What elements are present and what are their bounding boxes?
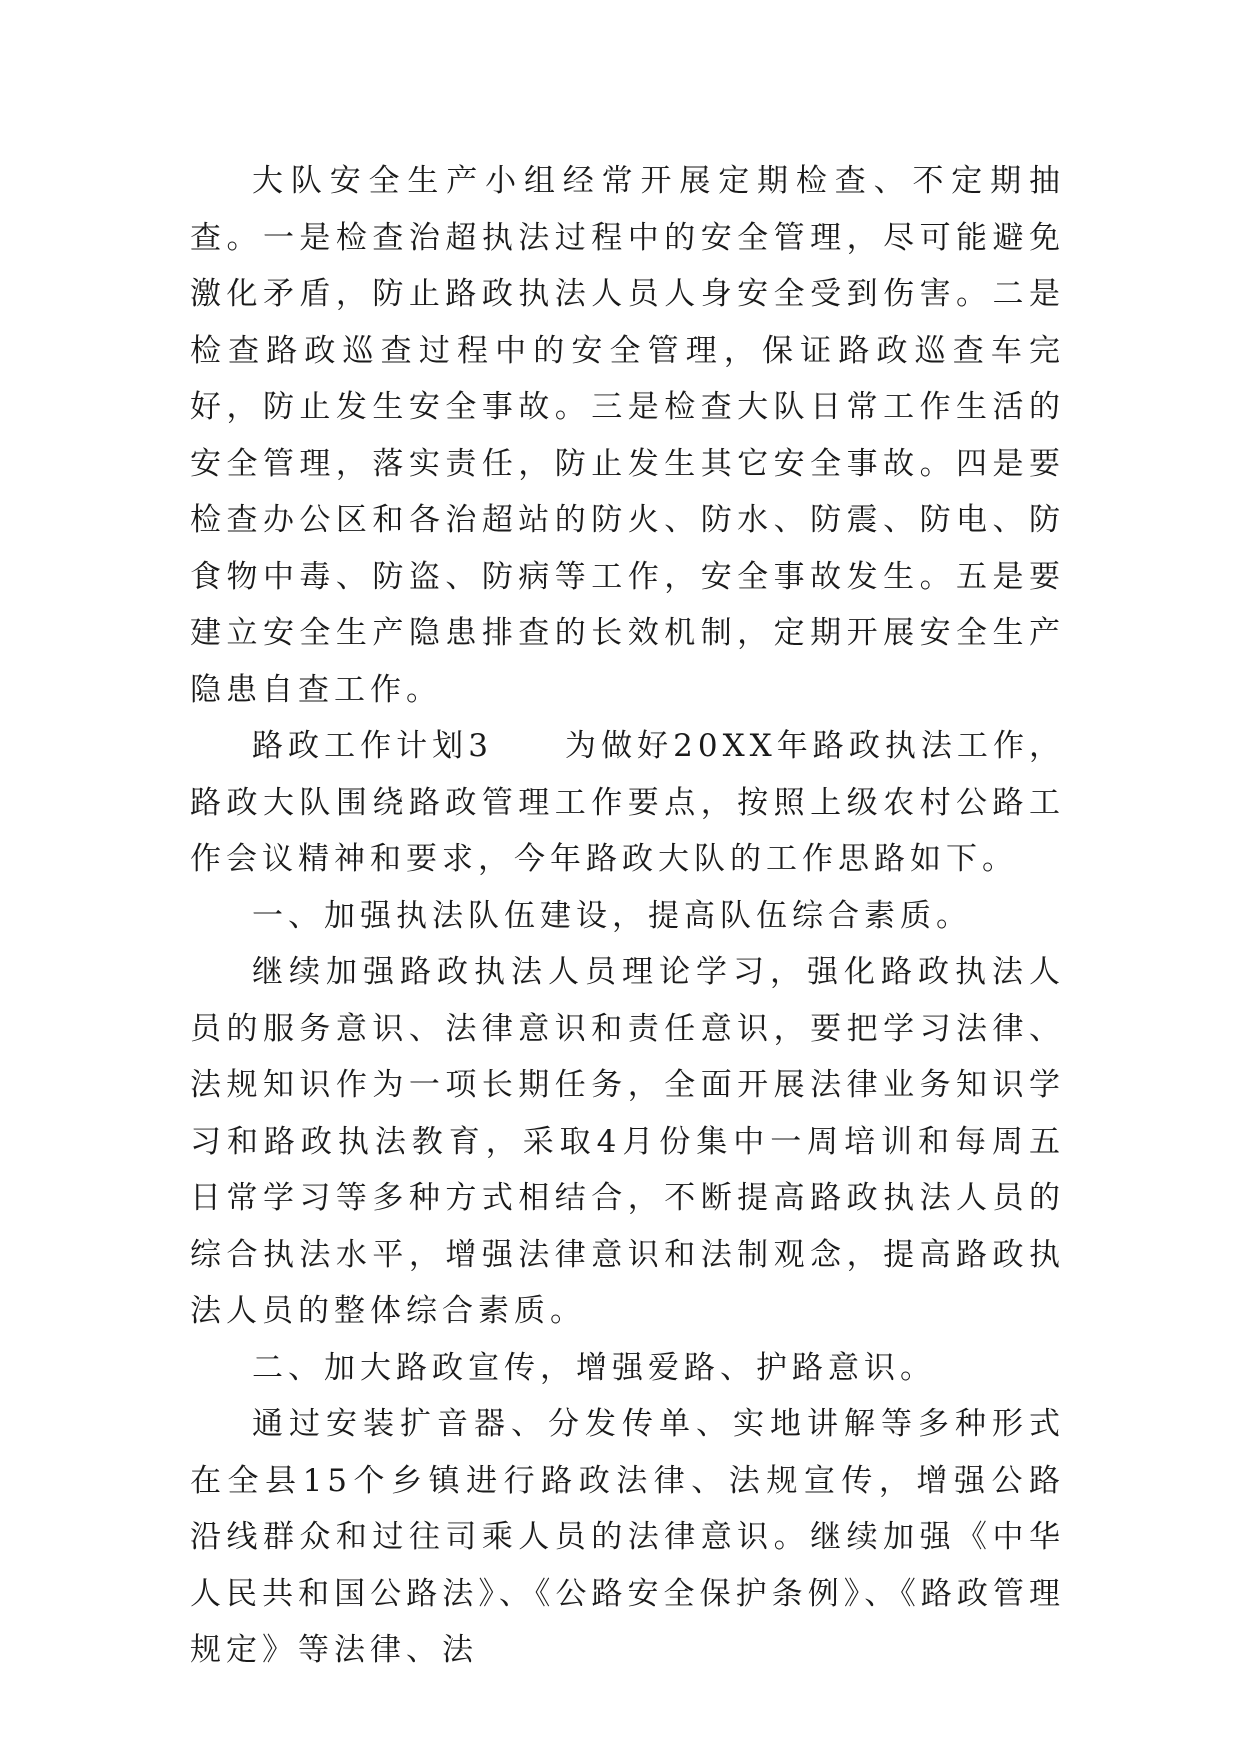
heading-publicity: 二、加大路政宣传，增强爱路、护路意识。: [252, 1349, 936, 1386]
heading-team-building: 一、加强执法队伍建设，提高队伍综合素质。: [252, 897, 972, 934]
paragraph-publicity: 通过安装扩音器、分发传单、实地讲解等多种形式在全县15个乡镇进行路政法律、法规宣传，增强公路沿线群众和过往司乘人员的法律意识。继续加强《中华人民共和国公路法》、《公路安全保护条例》、《路政管理规定》等法律、法: [190, 1406, 1065, 1668]
paragraph-work-plan-intro: 路政工作计划3 为做好20XX年路政执法工作，路政大队围绕路政管理工作要点，按照上级农村公路工作会议精神和要求，今年路政大队的工作思路如下。: [190, 728, 1065, 877]
paragraph-team-building: 继续加强路政执法人员理论学习，强化路政执法人员的服务意识、法律意识和责任意识，要把学习法律、法规知识作为一项长期任务，全面开展法律业务知识学习和路政执法教育，采取4月份集中一周培训和每周五日常学习等多种方式相结合，不断提高路政执法人员的综合执法水平，增强法律意识和法制观念，提高路政执法人员的整体综合素质。: [190, 954, 1065, 1329]
document-body: [190, 153, 1065, 1679]
paragraph-safety-inspection: 大队安全生产小组经常开展定期检查、不定期抽查。一是检查治超执法过程中的安全管理，尽可能避免激化矛盾，防止路政执法人员人身安全受到伤害。二是检查路政巡查过程中的安全管理，保证路政巡查车完好，防止发生安全事故。三是检查大队日常工作生活的安全管理，落实责任，防止发生其它安全事故。四是要检查办公区和各治超站的防火、防水、防震、防电、防食物中毒、防盗、防病等工作，安全事故发生。五是要建立安全生产隐患排查的长效机制，定期开展安全生产隐患自查工作。: [190, 163, 1065, 708]
